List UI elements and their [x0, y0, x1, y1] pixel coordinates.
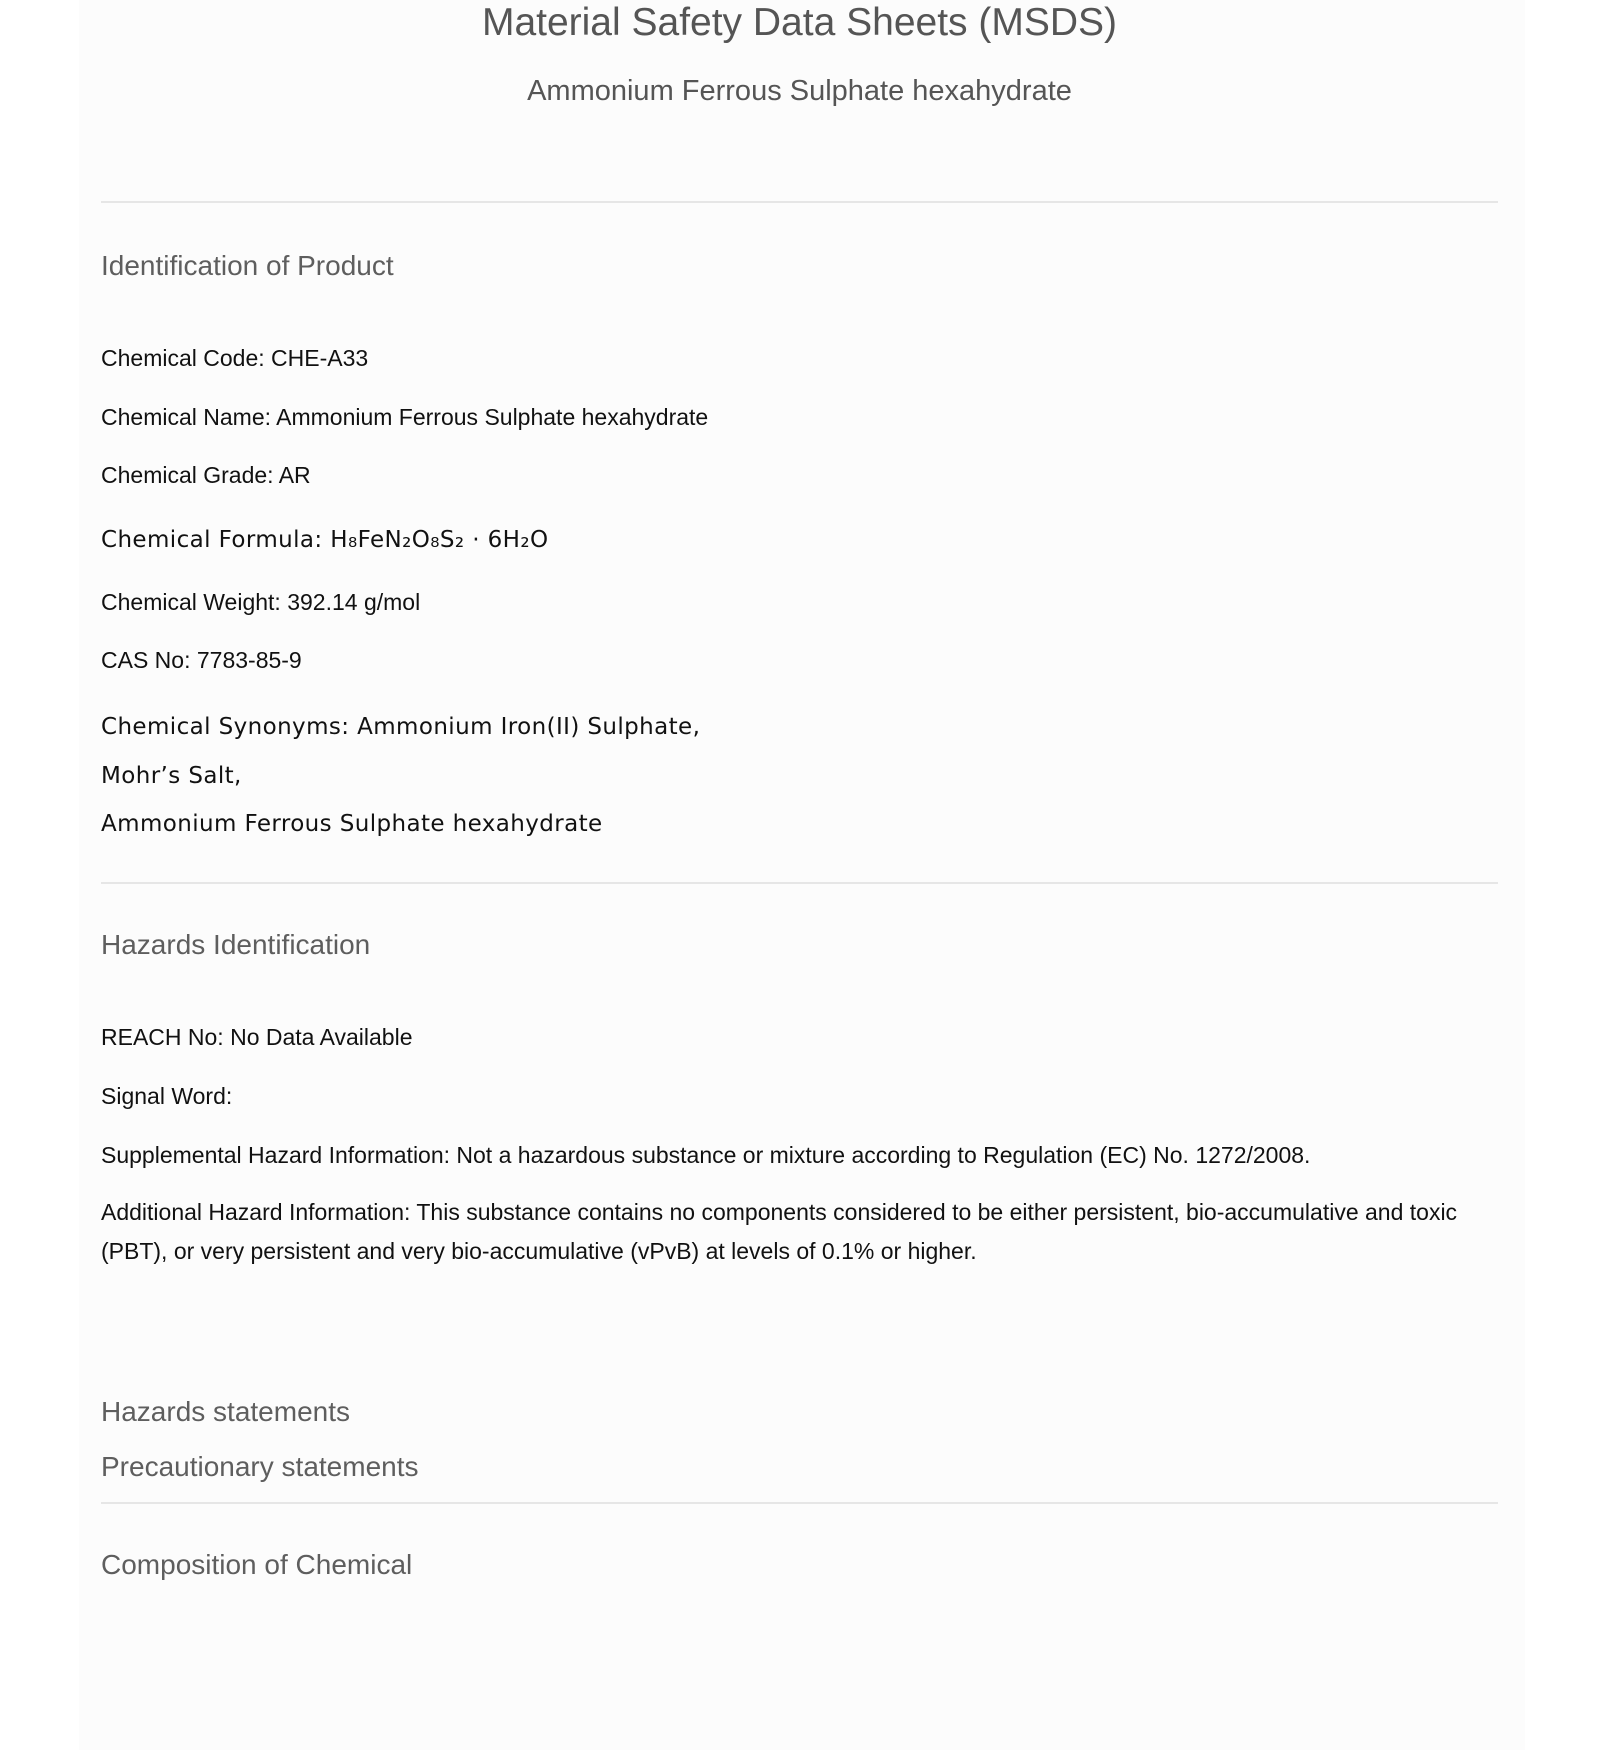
divider: [101, 201, 1498, 203]
page-title: Material Safety Data Sheets (MSDS): [481, 1, 1118, 44]
chemical-formula: Chemical Formula: H₈FeN₂O₈S₂ · 6H₂O: [101, 527, 549, 553]
chemical-grade: Chemical Grade: AR: [101, 462, 311, 488]
section-heading-hazards: Hazards Identification: [101, 929, 371, 960]
chemical-synonym-line: Ammonium Ferrous Sulphate hexahydrate: [101, 811, 603, 837]
additional-hazard-info: Additional Hazard Information: This substance contains no components considered to be either persistent, bio-accumulative and toxic (PBT), or very persistent and very bio-accumulative (vPvB) at levels of 0.1% or higher.: [101, 1199, 1458, 1264]
divider: [101, 1502, 1498, 1504]
page-subtitle: Ammonium Ferrous Sulphate hexahydrate: [527, 75, 1072, 107]
chemical-synonym-line: Mohr’s Salt,: [101, 763, 242, 789]
section-heading-identification: Identification of Product: [101, 250, 394, 281]
signal-word: Signal Word:: [101, 1083, 233, 1109]
section-heading-hazards-statements: Hazards statements: [101, 1396, 350, 1427]
chemical-name: Chemical Name: Ammonium Ferrous Sulphate hexahydrate: [101, 404, 709, 430]
chemical-weight: Chemical Weight: 392.14 g/mol: [101, 589, 421, 615]
supplemental-hazard-info: Supplemental Hazard Information: Not a hazardous substance or mixture according to Regulation (EC) No. 1272/2008.: [101, 1142, 1311, 1168]
section-heading-composition: Composition of Chemical: [101, 1549, 413, 1580]
chemical-code: Chemical Code: CHE-A33: [101, 345, 369, 371]
cas-number: CAS No: 7783-85-9: [101, 647, 302, 673]
chemical-synonyms: Chemical Synonyms: Ammonium Iron(II) Sulphate,: [101, 714, 701, 740]
reach-number: REACH No: No Data Available: [101, 1024, 413, 1050]
section-heading-precautionary-statements: Precautionary statements: [101, 1451, 419, 1482]
divider: [101, 882, 1498, 884]
